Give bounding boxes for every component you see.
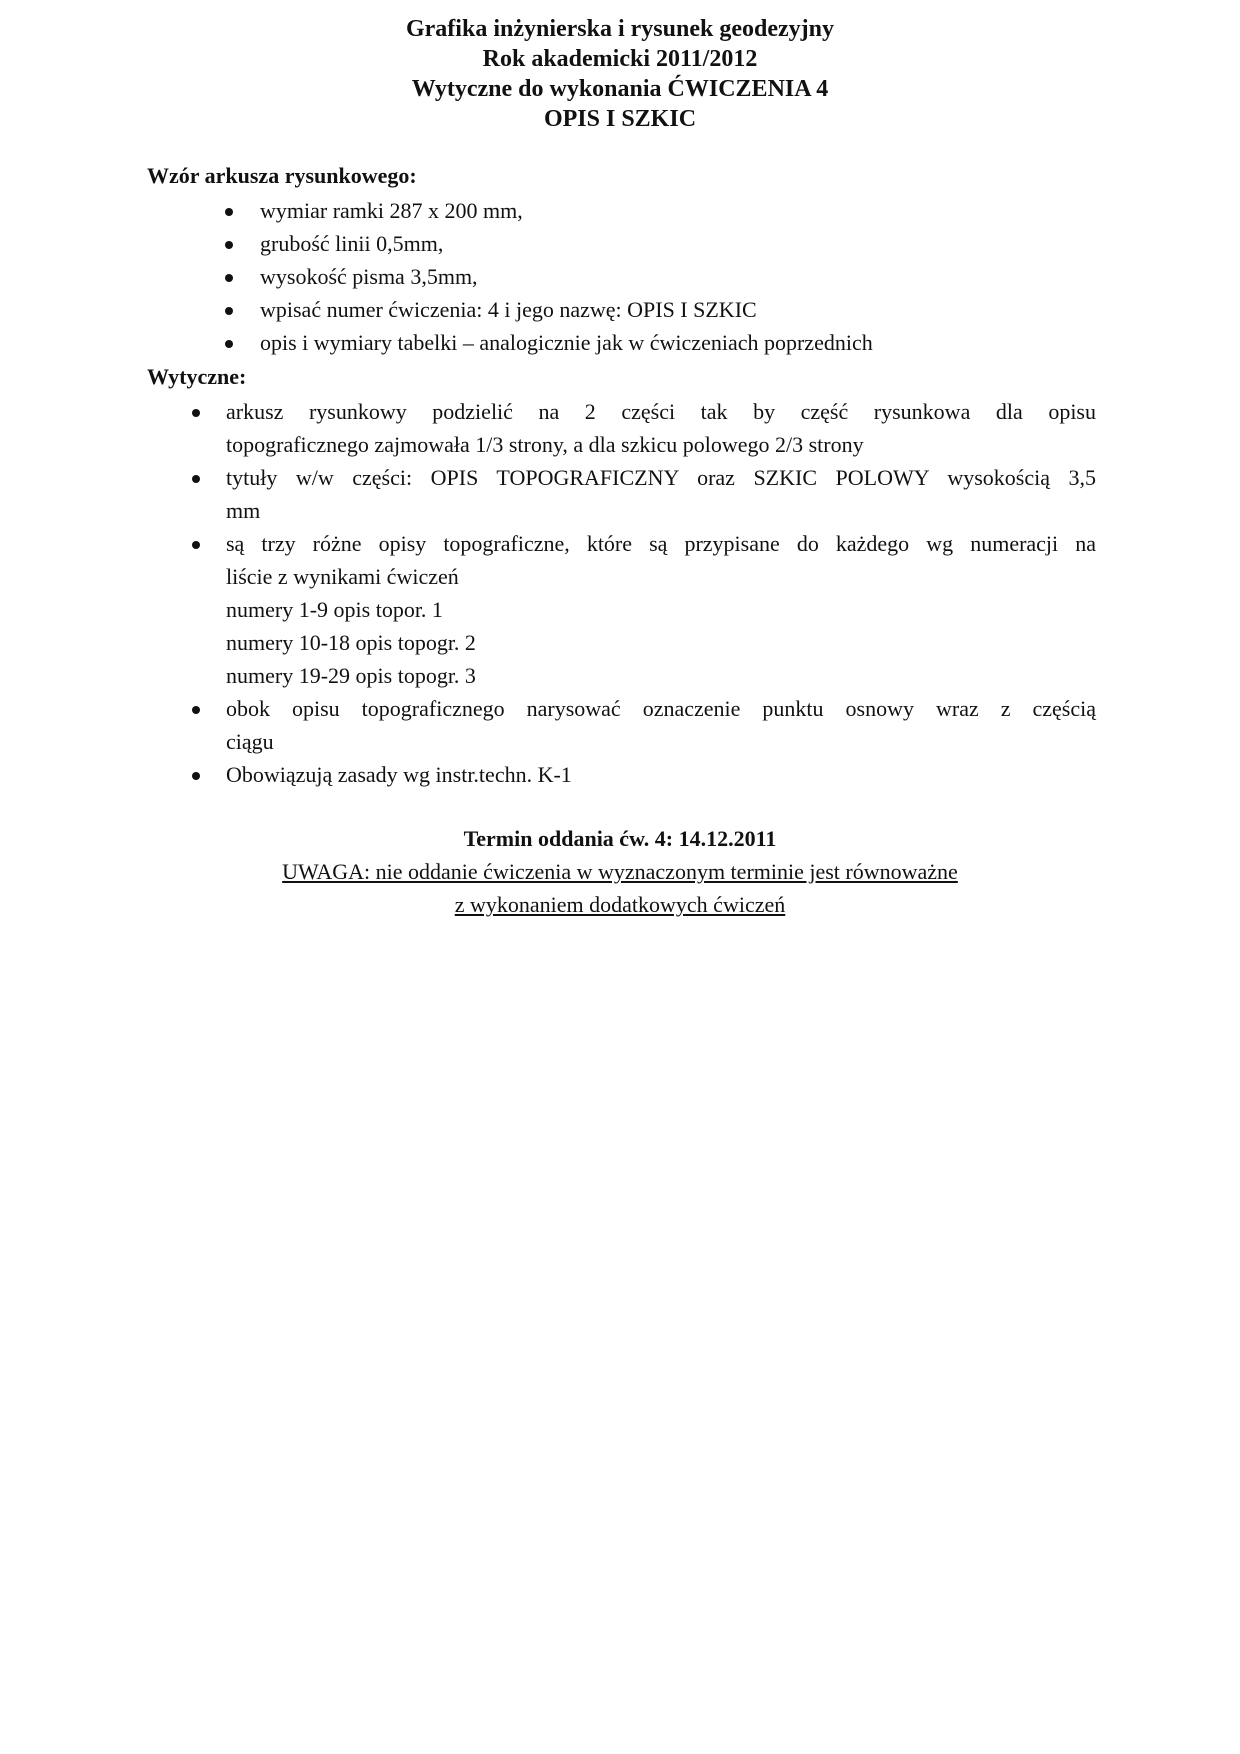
submission-deadline: Termin oddania ćw. 4: 14.12.2011 (463, 826, 777, 851)
bullet-icon (192, 541, 200, 549)
bullet-icon (225, 340, 233, 348)
guidelines-list (226, 395, 1096, 791)
sheet-template-list (260, 194, 873, 359)
list-item: wymiar ramki 287 x 200 mm, (260, 194, 873, 227)
bullet-icon (225, 208, 233, 216)
header-course-title: Grafika inżynierska i rysunek geodezyjny (405, 16, 834, 42)
bullet-icon (192, 409, 200, 417)
list-item: opis i wymiary tabelki – analogicznie jak w ćwiczeniach poprzednich (260, 326, 873, 359)
bullet-icon (225, 274, 233, 282)
list-item: obok opisu topograficznego narysować oznaczenie punktu osnowy wraz z częścią ciągu (226, 692, 1096, 758)
list-item: grubość linii 0,5mm, (260, 227, 873, 260)
header-exercise-name: OPIS I SZKIC (543, 106, 697, 132)
warning-note-line: UWAGA: nie oddanie ćwiczenia w wyznaczonym terminie jest równoważne (282, 859, 958, 884)
bullet-icon (225, 307, 233, 315)
bullet-icon (225, 241, 233, 249)
bullet-icon (192, 475, 200, 483)
bullet-icon (192, 772, 200, 780)
list-item: wpisać numer ćwiczenia: 4 i jego nazwę: OPIS I SZKIC (260, 293, 873, 326)
warning-note-line: z wykonaniem dodatkowych ćwiczeń (454, 892, 786, 917)
document-header (0, 14, 1240, 134)
list-item: arkusz rysunkowy podzielić na 2 części tak by część rysunkowa dla opisu topograficznego zajmowała 1/3 strony, a dla szkicu polowego 2/3 strony (226, 395, 1096, 461)
list-item: wysokość pisma 3,5mm, (260, 260, 873, 293)
bullet-icon (192, 706, 200, 714)
list-item: są trzy różne opisy topograficzne, które są przypisane do każdego wg numeracji na liście z wynikami ćwiczeń numery 1-9 opis topor. 1 numery 10-18 opis topogr. 2 numery 19-29 opis topogr. 3 (226, 527, 1096, 692)
list-item: Obowiązują zasady wg instr.techn. K-1 (226, 758, 1096, 791)
section-guidelines-heading: Wytyczne: (147, 364, 247, 389)
header-exercise-title: Wytyczne do wykonania ĆWICZENIA 4 (411, 76, 829, 102)
header-academic-year: Rok akademicki 2011/2012 (482, 46, 758, 72)
section-sheet-template-heading: Wzór arkusza rysunkowego: (147, 163, 417, 188)
list-item: tytuły w/w części: OPIS TOPOGRAFICZNY oraz SZKIC POLOWY wysokością 3,5 mm (226, 461, 1096, 527)
warning-note (0, 855, 1240, 921)
